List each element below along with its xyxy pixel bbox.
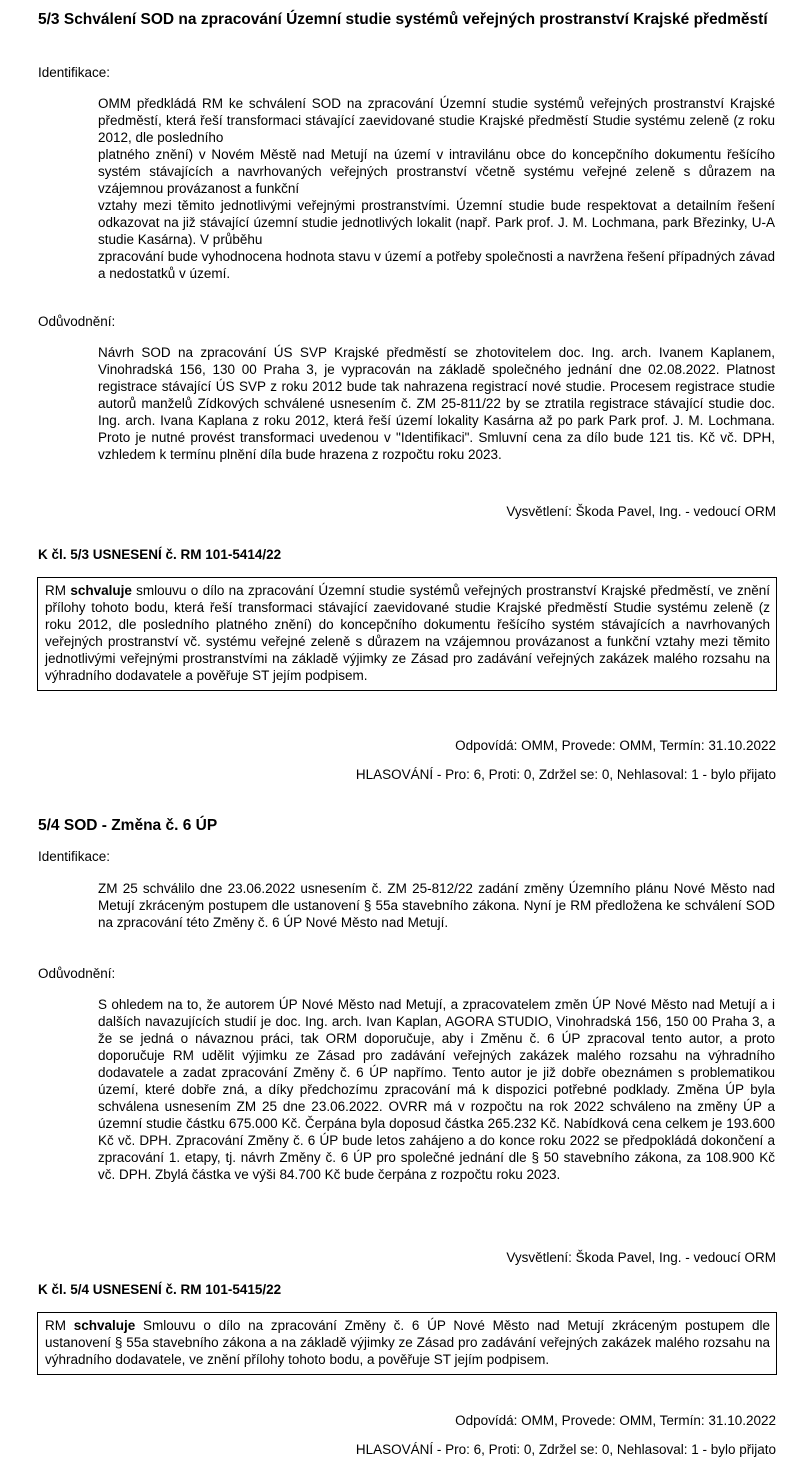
resolution-text: Smlouvu o dílo na zpracování Změny č. 6 ÚP Nové Město nad Metují zkráceným postupem dle ustanovení § 55a stavebního zákona a na základě výjimky ze Zásad pro zadávání veřejných zakázek malého rozsahu na výhradního dodavatele, ve znění přílohy tohoto bodu, a pověřuje ST jejím podpisem. <box>45 1318 770 1367</box>
responsible-line: Odpovídá: OMM, Provede: OMM, Termín: 31.10.2022 <box>455 738 776 753</box>
identification-paragraph: OMM předkládá RM ke schválení SOD na zpracování Územní studie systémů veřejných prostranství Krajské předměstí, která řeší transformaci stávající zaevidované studie Krajské předměstí Studie systému zeleně (z roku 2012, dle posledního <box>98 96 775 145</box>
justification-label: Odůvodnění: <box>38 314 116 329</box>
resolution-text: smlouvu o dílo na zpracování Územní studie systémů veřejných prostranství Krajské předměstí, ve znění přílohy tohoto bodu, která řeší transformaci stávající zaevidované studie Krajské předměstí Studie systému zeleně (z roku 2012, dle posledního platného znění) do koncepčního dokumentu řešícího systém stávajících a navrhovaných veřejných prostranství vč. systému veřejné zeleně s důrazem na vzájemnou provázanost a funkční vztahy mezi těmito jednotlivými veřejnými prostranstvími na základě výjimky ze Zásad pro zadávání veřejných zakázek malého rozsahu na výhradního dodavatele a pověřuje ST jejím podpisem. <box>45 583 771 683</box>
identification-paragraph: zpracování bude vyhodnocena hodnota stavu v území a potřeby společnosti a navržena řešení případných závad a nedostatků v území. <box>98 249 775 281</box>
explained-by: Vysvětlení: Škoda Pavel, Ing. - vedoucí ORM <box>506 504 776 519</box>
vote-line: HLASOVÁNÍ - Pro: 6, Proti: 0, Zdržel se: 0, Nehlasoval: 1 - bylo přijato <box>355 767 776 782</box>
resolution-verb: schvaluje <box>70 583 132 598</box>
resolution-verb: schvaluje <box>73 1318 136 1333</box>
identification-paragraph: vztahy mezi těmito jednotlivými veřejnými prostranstvími. Územní studie bude respektovat a detailním řešení odkazovat na již stávající územní studie jednotlivých lokalit (např. Park prof. J. M. Lochmana, park Březinky, U-A studie Kasárna). V průběhu <box>98 198 775 247</box>
resolution-box <box>37 577 777 691</box>
resolution-title: K čl. 5/4 USNESENÍ č. RM 101-5415/22 <box>38 1282 282 1297</box>
identification-text <box>98 95 775 282</box>
section-title: 5/3 Schválení SOD na zpracování Územní studie systémů veřejných prostranství Krajské předměstí <box>38 11 768 28</box>
resolution-box <box>37 1312 777 1375</box>
resolution-title: K čl. 5/3 USNESENÍ č. RM 101-5414/22 <box>38 547 282 562</box>
identification-text: ZM 25 schválilo dne 23.06.2022 usnesením č. ZM 25-812/22 zadání změny Územního plánu Nové Město nad Metují zkráceným postupem dle ustanovení § 55a stavebního zákona. Nyní je RM předložena ke schválení SOD na zpracování této Změny č. 6 ÚP Nové Město nad Metují. <box>98 881 775 930</box>
responsible-line: Odpovídá: OMM, Provede: OMM, Termín: 31.10.2022 <box>455 1413 776 1428</box>
justification-text: Návrh SOD na zpracování ÚS SVP Krajské předměstí se zhotovitelem doc. Ing. arch. Ivanem Kaplanem, Vinohradská 156, 130 00 Praha 3, je vypracován na základě společného jednání dne 02.08.2022. Platnost registrace stávající ÚS SVP z roku 2012 bude tak nahrazena registrací nové studie. Procesem registrace studie autorů manželů Zídkových schválené usnesením č. ZM 25-811/22 by se ztratila registrace stávající studie doc. Ing. arch. Ivana Kaplana z roku 2012, která řeší území lokality Kasárna až po park Park prof. J. M. Lochmana. Proto je nutné provést transformaci uvedenou v "Identifikaci". Smluvní cena za dílo bude 121 tis. Kč vč. DPH, vzhledem k termínu plnění díla bude hrazena z rozpočtu roku 2023. <box>98 345 775 462</box>
vote-line: HLASOVÁNÍ - Pro: 6, Proti: 0, Zdržel se: 0, Nehlasoval: 1 - bylo přijato <box>355 1442 776 1457</box>
identification-label: Identifikace: <box>38 849 111 864</box>
justification-label: Odůvodnění: <box>38 966 116 981</box>
explained-by: Vysvětlení: Škoda Pavel, Ing. - vedoucí ORM <box>506 1250 776 1265</box>
resolution-prefix: RM <box>45 583 71 598</box>
identification-label: Identifikace: <box>38 65 111 80</box>
resolution-prefix: RM <box>45 1318 74 1333</box>
identification-paragraph: platného znění) v Novém Městě nad Metují na území v intravilánu obce do koncepčního dokumentu řešícího systém stávajících a navrhovaných veřejných prostranství včetně systému veřejné zeleně s důrazem na vzájemnou provázanost a funkční <box>98 147 775 196</box>
section-title: 5/4 SOD - Změna č. 6 ÚP <box>38 817 218 834</box>
justification-text: S ohledem na to, že autorem ÚP Nové Město nad Metují, a zpracovatelem změn ÚP Nové Město nad Metují a i dalších navazujících studií je doc. Ing. arch. Ivan Kaplan, AGORA STUDIO, Vinohradská 156, 150 00 Praha 3, a že se jedná o návaznou práci, tak ORM doporučuje, aby i Změnu č. 6 ÚP zpracoval tento autor, a proto doporučuje RM udělit výjimku ze Zásad pro zadávání veřejných zakázek malého rozsahu na výhradního dodavatele a zadat zpracování Změny č. 6 ÚP napřímo. Tento autor je již dobře obeznámen s problematikou území, které dobře zná, a díky předchozímu zpracování má k dispozici potřebné podklady. Změna ÚP byla schválena usnesením ZM 25 dne 23.06.2022. OVRR má v rozpočtu na rok 2022 schváleno na změny ÚP a územní studie částku 675.000 Kč. Čerpána byla doposud částka 265.232 Kč. Nabídková cena celkem je 193.600 Kč vč. DPH. Zpracování Změny č. 6 ÚP bude letos zahájeno a do konce roku 2022 se předpokládá dokončení a zpracování 1. etapy, tj. návrh Změny č. 6 ÚP pro společné jednání dle § 50 stavebního zákona, za 108.900 Kč vč. DPH. Zbylá částka ve výši 84.700 Kč bude čerpána z rozpočtu roku 2023. <box>98 997 775 1182</box>
